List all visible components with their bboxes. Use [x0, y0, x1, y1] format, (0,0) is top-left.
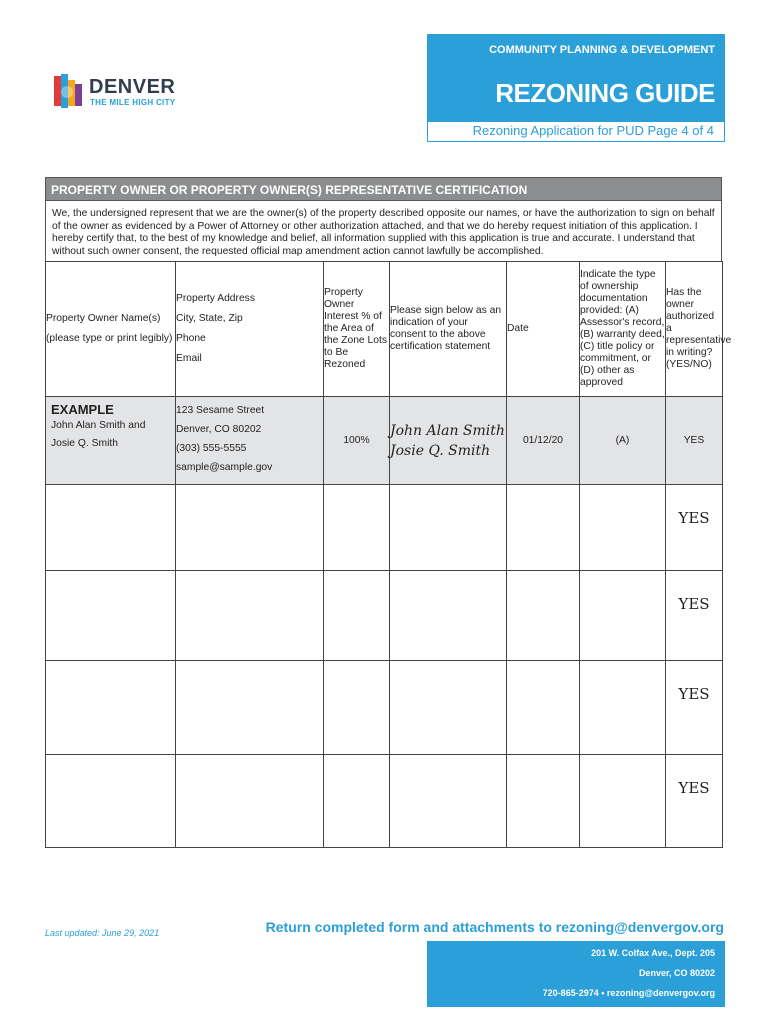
table-row — [46, 571, 723, 661]
address-header-3: Phone — [176, 333, 206, 344]
signature-input-cell[interactable] — [390, 485, 507, 571]
certification-statement: We, the undersigned represent that we are the owner(s) of the property described opposite our names, or have the authorization to sign on behalf of the owner as evidenced by a Power of Attorney or other authorization attached, and that we do hereby request initiation of this application. I hereby certify that, to the best of my knowledge and belief, all information supplied with this application is true and accurate. I understand that without such owner consent, the requested official map amendment action cannot lawfully be accomplished. — [45, 201, 722, 261]
contact-info: 720-865-2974 • rezoning@denvergov.org — [542, 988, 715, 998]
col-address-header — [176, 262, 324, 397]
col-doc-type-header: Indicate the type of ownership documentation provided: (A) Assessor's record, (B) warranty deed, (C) title policy or commitment, or (D) other as approved — [580, 262, 666, 397]
example-label: EXAMPLE — [51, 402, 114, 417]
table-row — [46, 485, 723, 571]
col-date-header: Date — [507, 262, 580, 397]
col-interest-header: Property Owner Interest % of the Area of the Zone Lots to Be Rezoned — [324, 262, 390, 397]
example-address-cell — [176, 397, 324, 485]
authorized-value: YES — [678, 779, 710, 797]
example-row — [46, 397, 723, 485]
col-owner-header — [46, 262, 176, 397]
owner-input-cell[interactable] — [46, 571, 176, 661]
example-signature-cell — [390, 397, 507, 485]
example-phone: (303) 555-5555 — [176, 443, 247, 454]
example-doc-type: (A) — [580, 397, 666, 485]
address-header-2: City, State, Zip — [176, 313, 243, 324]
signature-input-cell[interactable] — [390, 571, 507, 661]
table-row — [46, 755, 723, 848]
doc-type-input-cell[interactable] — [580, 755, 666, 848]
page-label: Rezoning Application for PUD Page 4 of 4 — [472, 123, 714, 138]
table-row — [46, 661, 723, 755]
example-interest: 100% — [324, 397, 390, 485]
interest-input-cell[interactable] — [324, 571, 390, 661]
example-signature-1: John Alan Smith — [390, 422, 505, 439]
example-authorized: YES — [666, 397, 723, 485]
interest-input-cell[interactable] — [324, 755, 390, 848]
col-signature-header: Please sign below as an indication of your consent to the above certification statement — [390, 262, 507, 397]
example-signature-2: Josie Q. Smith — [390, 442, 491, 459]
contact-box — [427, 941, 725, 1007]
address-input-cell[interactable] — [176, 661, 324, 755]
date-input-cell[interactable] — [507, 485, 580, 571]
header-banner — [427, 34, 725, 122]
owner-input-cell[interactable] — [46, 485, 176, 571]
address-header-4: Email — [176, 353, 202, 364]
signature-input-cell[interactable] — [390, 755, 507, 848]
logo-tagline: THE MILE HIGH CITY — [90, 98, 176, 107]
authorized-input-cell[interactable] — [666, 571, 723, 661]
address-input-cell[interactable] — [176, 485, 324, 571]
example-email: sample@sample.gov — [176, 462, 273, 473]
example-owner-1: John Alan Smith and — [51, 420, 146, 431]
doc-type-input-cell[interactable] — [580, 485, 666, 571]
table-header-row — [46, 262, 723, 397]
date-input-cell[interactable] — [507, 755, 580, 848]
owner-header-note: (please type or print legibly) — [46, 333, 173, 344]
contact-address: 201 W. Colfax Ave., Dept. 205 — [591, 948, 715, 958]
date-input-cell[interactable] — [507, 661, 580, 755]
owner-header-label: Property Owner Name(s) — [46, 313, 161, 324]
authorized-value: YES — [678, 685, 710, 703]
address-input-cell[interactable] — [176, 571, 324, 661]
return-instructions: Return completed form and attachments to rezoning@denvergov.org — [265, 919, 724, 935]
address-input-cell[interactable] — [176, 755, 324, 848]
example-address: 123 Sesame Street — [176, 405, 265, 416]
interest-input-cell[interactable] — [324, 485, 390, 571]
authorized-input-cell[interactable] — [666, 755, 723, 848]
doc-type-input-cell[interactable] — [580, 661, 666, 755]
section-title: PROPERTY OWNER OR PROPERTY OWNER(S) REPRESENTATIVE CERTIFICATION — [45, 177, 722, 201]
example-city: Denver, CO 80202 — [176, 424, 262, 435]
page-title: REZONING GUIDE — [495, 78, 715, 108]
owner-input-cell[interactable] — [46, 755, 176, 848]
doc-type-input-cell[interactable] — [580, 571, 666, 661]
example-owner-names — [46, 417, 175, 457]
contact-city: Denver, CO 80202 — [638, 968, 715, 978]
authorized-value: YES — [678, 595, 710, 613]
example-owner-cell — [46, 397, 176, 485]
department-label: COMMUNITY PLANNING & DEVELOPMENT — [489, 44, 715, 56]
owner-input-cell[interactable] — [46, 661, 176, 755]
logo-name: DENVER — [89, 76, 176, 98]
example-date: 01/12/20 — [507, 397, 580, 485]
authorized-value: YES — [678, 509, 710, 527]
col-authorized-header: Has the owner authorized a representative in writing? (YES/NO) — [666, 262, 723, 397]
signature-input-cell[interactable] — [390, 661, 507, 755]
example-owner-2: Josie Q. Smith — [51, 438, 118, 449]
certification-table — [45, 261, 732, 848]
date-input-cell[interactable] — [507, 571, 580, 661]
page-label-box — [427, 118, 725, 142]
address-header-1: Property Address — [176, 293, 255, 304]
last-updated: Last updated: June 29, 2021 — [45, 928, 160, 938]
authorized-input-cell[interactable] — [666, 661, 723, 755]
authorized-input-cell[interactable] — [666, 485, 723, 571]
interest-input-cell[interactable] — [324, 661, 390, 755]
